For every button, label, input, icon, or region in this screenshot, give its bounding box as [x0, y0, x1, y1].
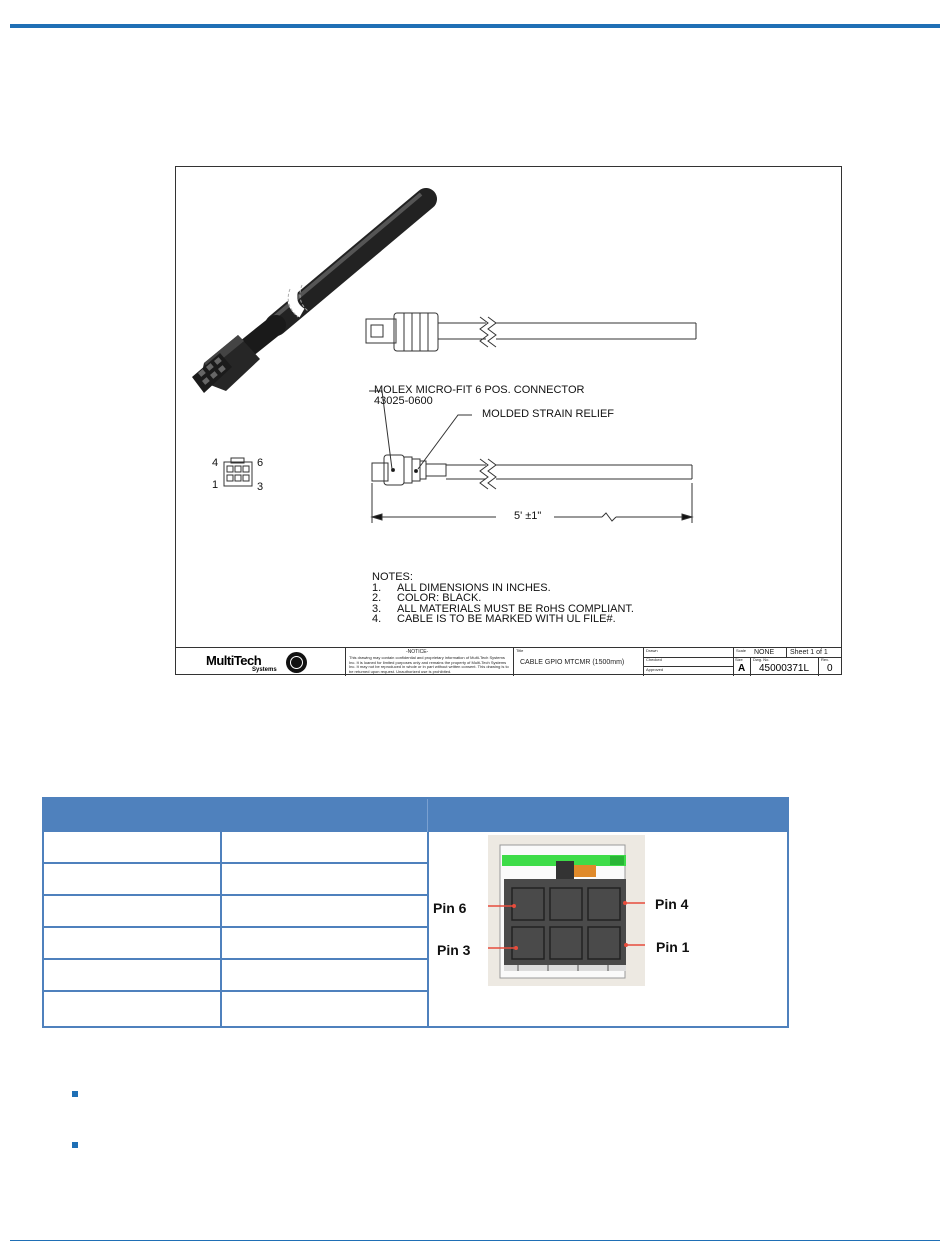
pinout-table	[42, 797, 789, 1028]
cable-drawing	[175, 166, 842, 675]
cable-render	[192, 194, 426, 393]
notes-title: NOTES:	[372, 571, 413, 583]
table-row	[44, 960, 427, 992]
bullet-marker	[72, 1142, 78, 1148]
size-value: A	[738, 663, 746, 674]
note-item: 2. COLOR: BLACK.	[372, 592, 482, 604]
callout-part-number: 43025-0600	[374, 395, 433, 407]
sheet-value: Sheet 1 of 1	[790, 649, 828, 656]
pin-face-label-6: 6	[257, 457, 264, 469]
table-row	[44, 832, 427, 864]
pin3-label: Pin 3	[437, 942, 471, 958]
callout-connector: MOLEX MICRO-FIT 6 POS. CONNECTOR	[374, 384, 585, 396]
callout-strain-relief: MOLDED STRAIN RELIEF	[482, 408, 615, 420]
side-view-top	[366, 313, 696, 351]
drawing-title: CABLE GPIO MTCMR (1500mm)	[520, 659, 625, 666]
dimension-length: 5' ±1"	[514, 510, 542, 522]
table-row	[44, 896, 427, 928]
note-item: 4. CABLE IS TO BE MARKED WITH UL FILE#.	[372, 613, 616, 625]
bullet-marker	[72, 1091, 78, 1097]
pin-face-label-4: 4	[212, 457, 219, 469]
notice-body: This drawing may contain confidential and proprietary information of Multi-Tech Systems Inc. It is loaned for limited purposes only and remains the property of Multi-Tech Systems Inc. It may not be reproduced in whole or in part without written consent. This drawing is to be returned upon request. Unauthorized use is prohibited.	[349, 656, 509, 674]
header-rule	[10, 24, 940, 28]
pin4-label: Pin 4	[655, 896, 689, 912]
title-cell: Title CABLE GPIO MTCMR (1500mm)	[514, 648, 644, 676]
table-row	[44, 864, 427, 896]
drawing-notes	[372, 572, 634, 625]
company-logo: MultiTech	[206, 653, 262, 668]
pin6-label: Pin 6	[433, 900, 467, 916]
scale-value: NONE	[754, 649, 775, 656]
pin-face-label-3: 3	[257, 481, 264, 493]
pin-face-diagram	[224, 458, 252, 486]
drawing-number: 45000371L	[759, 663, 810, 674]
notice-title: -NOTICE-	[406, 649, 429, 655]
table-row	[44, 928, 427, 960]
footer-rule	[10, 1240, 940, 1241]
logo-cell: MultiTech Systems	[176, 648, 346, 676]
note-item: 3. ALL MATERIALS MUST BE RoHS COMPLIANT.	[372, 602, 634, 615]
approval-cell: Drawn Checked Approved	[644, 648, 734, 676]
table-row	[44, 992, 427, 1026]
table-header	[44, 799, 787, 832]
note-item: 1. ALL DIMENSIONS IN INCHES.	[372, 581, 551, 594]
revision-value: 0	[827, 663, 833, 674]
pin-face-label-1: 1	[212, 479, 219, 491]
pin1-label: Pin 1	[656, 939, 690, 955]
connector-photo	[488, 835, 645, 986]
title-block	[176, 647, 841, 675]
scale-cell: Scale NONE Sheet 1 of 1 Size A Dwg. No. 45000371L Rev. 0	[734, 648, 841, 676]
notice-cell	[346, 648, 514, 676]
logo-mark-icon	[286, 652, 307, 673]
